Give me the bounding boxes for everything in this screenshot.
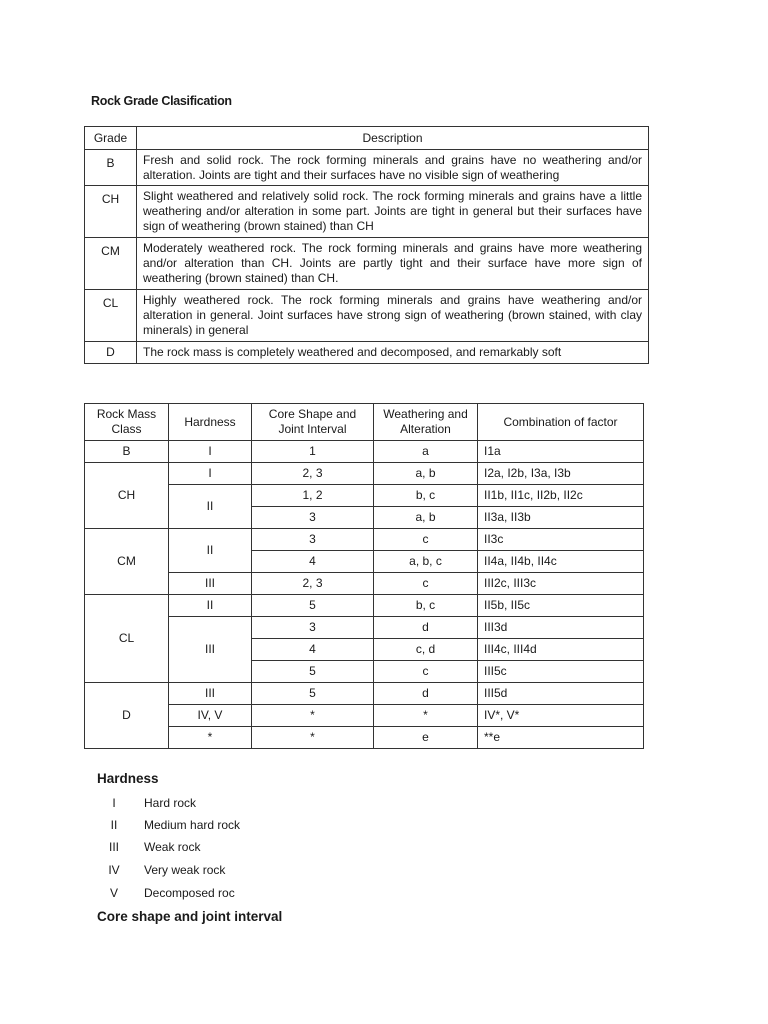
description-cell: Highly weathered rock. The rock forming minerals and grains have weathering and/or alteration in general. Joint surfaces have strong sign of weathering (brown stained, with clay minerals) in general xyxy=(137,290,649,342)
table-row xyxy=(85,463,644,485)
hardness-description: Hard rock xyxy=(144,796,197,810)
table-row xyxy=(85,290,649,342)
hardness-code: V xyxy=(109,886,118,900)
core-cell: 1 xyxy=(252,441,374,463)
description-cell: Fresh and solid rock. The rock forming minerals and grains have no weathering and/or alteration. Joints are tight and their surfaces have no visible sign of weathering xyxy=(137,150,649,186)
combination-cell: III4c, III4d xyxy=(478,639,644,661)
core-cell: 2, 3 xyxy=(252,463,374,485)
hardness-code: II xyxy=(110,818,118,832)
header-combination: Combination of factor xyxy=(478,404,644,441)
weathering-cell: d xyxy=(374,683,478,705)
weathering-cell: c xyxy=(374,573,478,595)
core-cell: * xyxy=(252,727,374,749)
table-row xyxy=(85,573,644,595)
hardness-cell: III xyxy=(169,573,252,595)
weathering-cell: c xyxy=(374,661,478,683)
combination-cell: I1a xyxy=(478,441,644,463)
class-cell: D xyxy=(85,683,169,749)
class-cell: CM xyxy=(85,529,169,595)
rock-grade-table xyxy=(84,126,649,364)
hardness-code: III xyxy=(108,840,119,854)
core-cell: 3 xyxy=(252,507,374,529)
header-hardness: Hardness xyxy=(169,404,252,441)
description-cell: Moderately weathered rock. The rock forming minerals and grains have more weathering and/or alteration than CH. Joints are partly tight and their surface have more sign of weathering (brown stained) than CH. xyxy=(137,238,649,290)
header-core-shape: Core Shape and Joint Interval xyxy=(252,404,374,441)
grade-cell: B xyxy=(85,150,137,186)
combination-cell: IV*, V* xyxy=(478,705,644,727)
table-row xyxy=(85,150,649,186)
hardness-cell: II xyxy=(169,529,252,573)
table-row xyxy=(85,683,644,705)
hardness-code: IV xyxy=(108,863,120,877)
combination-cell: III5d xyxy=(478,683,644,705)
table-row xyxy=(85,617,644,639)
description-cell: Slight weathered and relatively solid rock. The rock forming minerals and grains have a little weathering and/or alteration in some part. Joints are tight in general but their surfaces have sign of weathering (brown stained) than CH xyxy=(137,186,649,238)
combination-cell: II4a, II4b, II4c xyxy=(478,551,644,573)
combination-cell: II3a, II3b xyxy=(478,507,644,529)
weathering-cell: b, c xyxy=(374,485,478,507)
combination-cell: II3c xyxy=(478,529,644,551)
weathering-cell: b, c xyxy=(374,595,478,617)
combination-cell: I2a, I2b, I3a, I3b xyxy=(478,463,644,485)
combination-cell: III5c xyxy=(478,661,644,683)
class-cell: CH xyxy=(85,463,169,529)
weathering-cell: e xyxy=(374,727,478,749)
combination-cell: II5b, II5c xyxy=(478,595,644,617)
hardness-description: Weak rock xyxy=(144,840,201,854)
weathering-cell: a, b xyxy=(374,463,478,485)
hardness-cell: I xyxy=(169,441,252,463)
header-grade: Grade xyxy=(85,127,137,150)
header-rock-mass-class: Rock Mass Class xyxy=(85,404,169,441)
weathering-cell: a, b, c xyxy=(374,551,478,573)
table-row xyxy=(85,595,644,617)
table-row xyxy=(85,705,644,727)
weathering-cell: * xyxy=(374,705,478,727)
hardness-cell: II xyxy=(169,485,252,529)
weathering-cell: a xyxy=(374,441,478,463)
hardness-code: I xyxy=(112,796,116,810)
hardness-cell: I xyxy=(169,463,252,485)
weathering-cell: d xyxy=(374,617,478,639)
description-cell: The rock mass is completely weathered and decomposed, and remarkably soft xyxy=(137,342,649,364)
hardness-description: Medium hard rock xyxy=(144,818,241,832)
core-cell: 4 xyxy=(252,639,374,661)
core-cell: 4 xyxy=(252,551,374,573)
core-shape-heading: Core shape and joint interval xyxy=(97,909,283,924)
core-cell: 3 xyxy=(252,529,374,551)
table-header-row xyxy=(85,127,649,150)
weathering-cell: a, b xyxy=(374,507,478,529)
class-cell: CL xyxy=(85,595,169,683)
grade-cell: CL xyxy=(85,290,137,342)
core-cell: 1, 2 xyxy=(252,485,374,507)
table-header-row xyxy=(85,404,644,441)
core-cell: 3 xyxy=(252,617,374,639)
core-cell: 5 xyxy=(252,595,374,617)
table-row xyxy=(85,186,649,238)
table-row xyxy=(85,238,649,290)
hardness-cell: III xyxy=(169,683,252,705)
hardness-heading: Hardness xyxy=(97,771,159,786)
hardness-description: Decomposed roc xyxy=(144,886,235,900)
core-cell: 2, 3 xyxy=(252,573,374,595)
table-row xyxy=(85,342,649,364)
rock-mass-class-table xyxy=(84,403,644,749)
table-row xyxy=(85,529,644,551)
combination-cell: III3d xyxy=(478,617,644,639)
grade-cell: CM xyxy=(85,238,137,290)
grade-cell: D xyxy=(85,342,137,364)
table-row xyxy=(85,727,644,749)
table-row xyxy=(85,441,644,463)
table-row xyxy=(85,485,644,507)
class-cell: B xyxy=(85,441,169,463)
hardness-cell: III xyxy=(169,617,252,683)
combination-cell: II1b, II1c, II2b, II2c xyxy=(478,485,644,507)
hardness-cell: IV, V xyxy=(169,705,252,727)
core-cell: * xyxy=(252,705,374,727)
weathering-cell: c, d xyxy=(374,639,478,661)
hardness-cell: * xyxy=(169,727,252,749)
core-cell: 5 xyxy=(252,661,374,683)
header-weathering: Weathering and Alteration xyxy=(374,404,478,441)
combination-cell: III2c, III3c xyxy=(478,573,644,595)
weathering-cell: c xyxy=(374,529,478,551)
header-description: Description xyxy=(137,127,649,150)
page-title: Rock Grade Clasification xyxy=(91,94,232,108)
hardness-cell: II xyxy=(169,595,252,617)
hardness-description: Very weak rock xyxy=(144,863,226,877)
combination-cell: **e xyxy=(478,727,644,749)
core-cell: 5 xyxy=(252,683,374,705)
grade-cell: CH xyxy=(85,186,137,238)
